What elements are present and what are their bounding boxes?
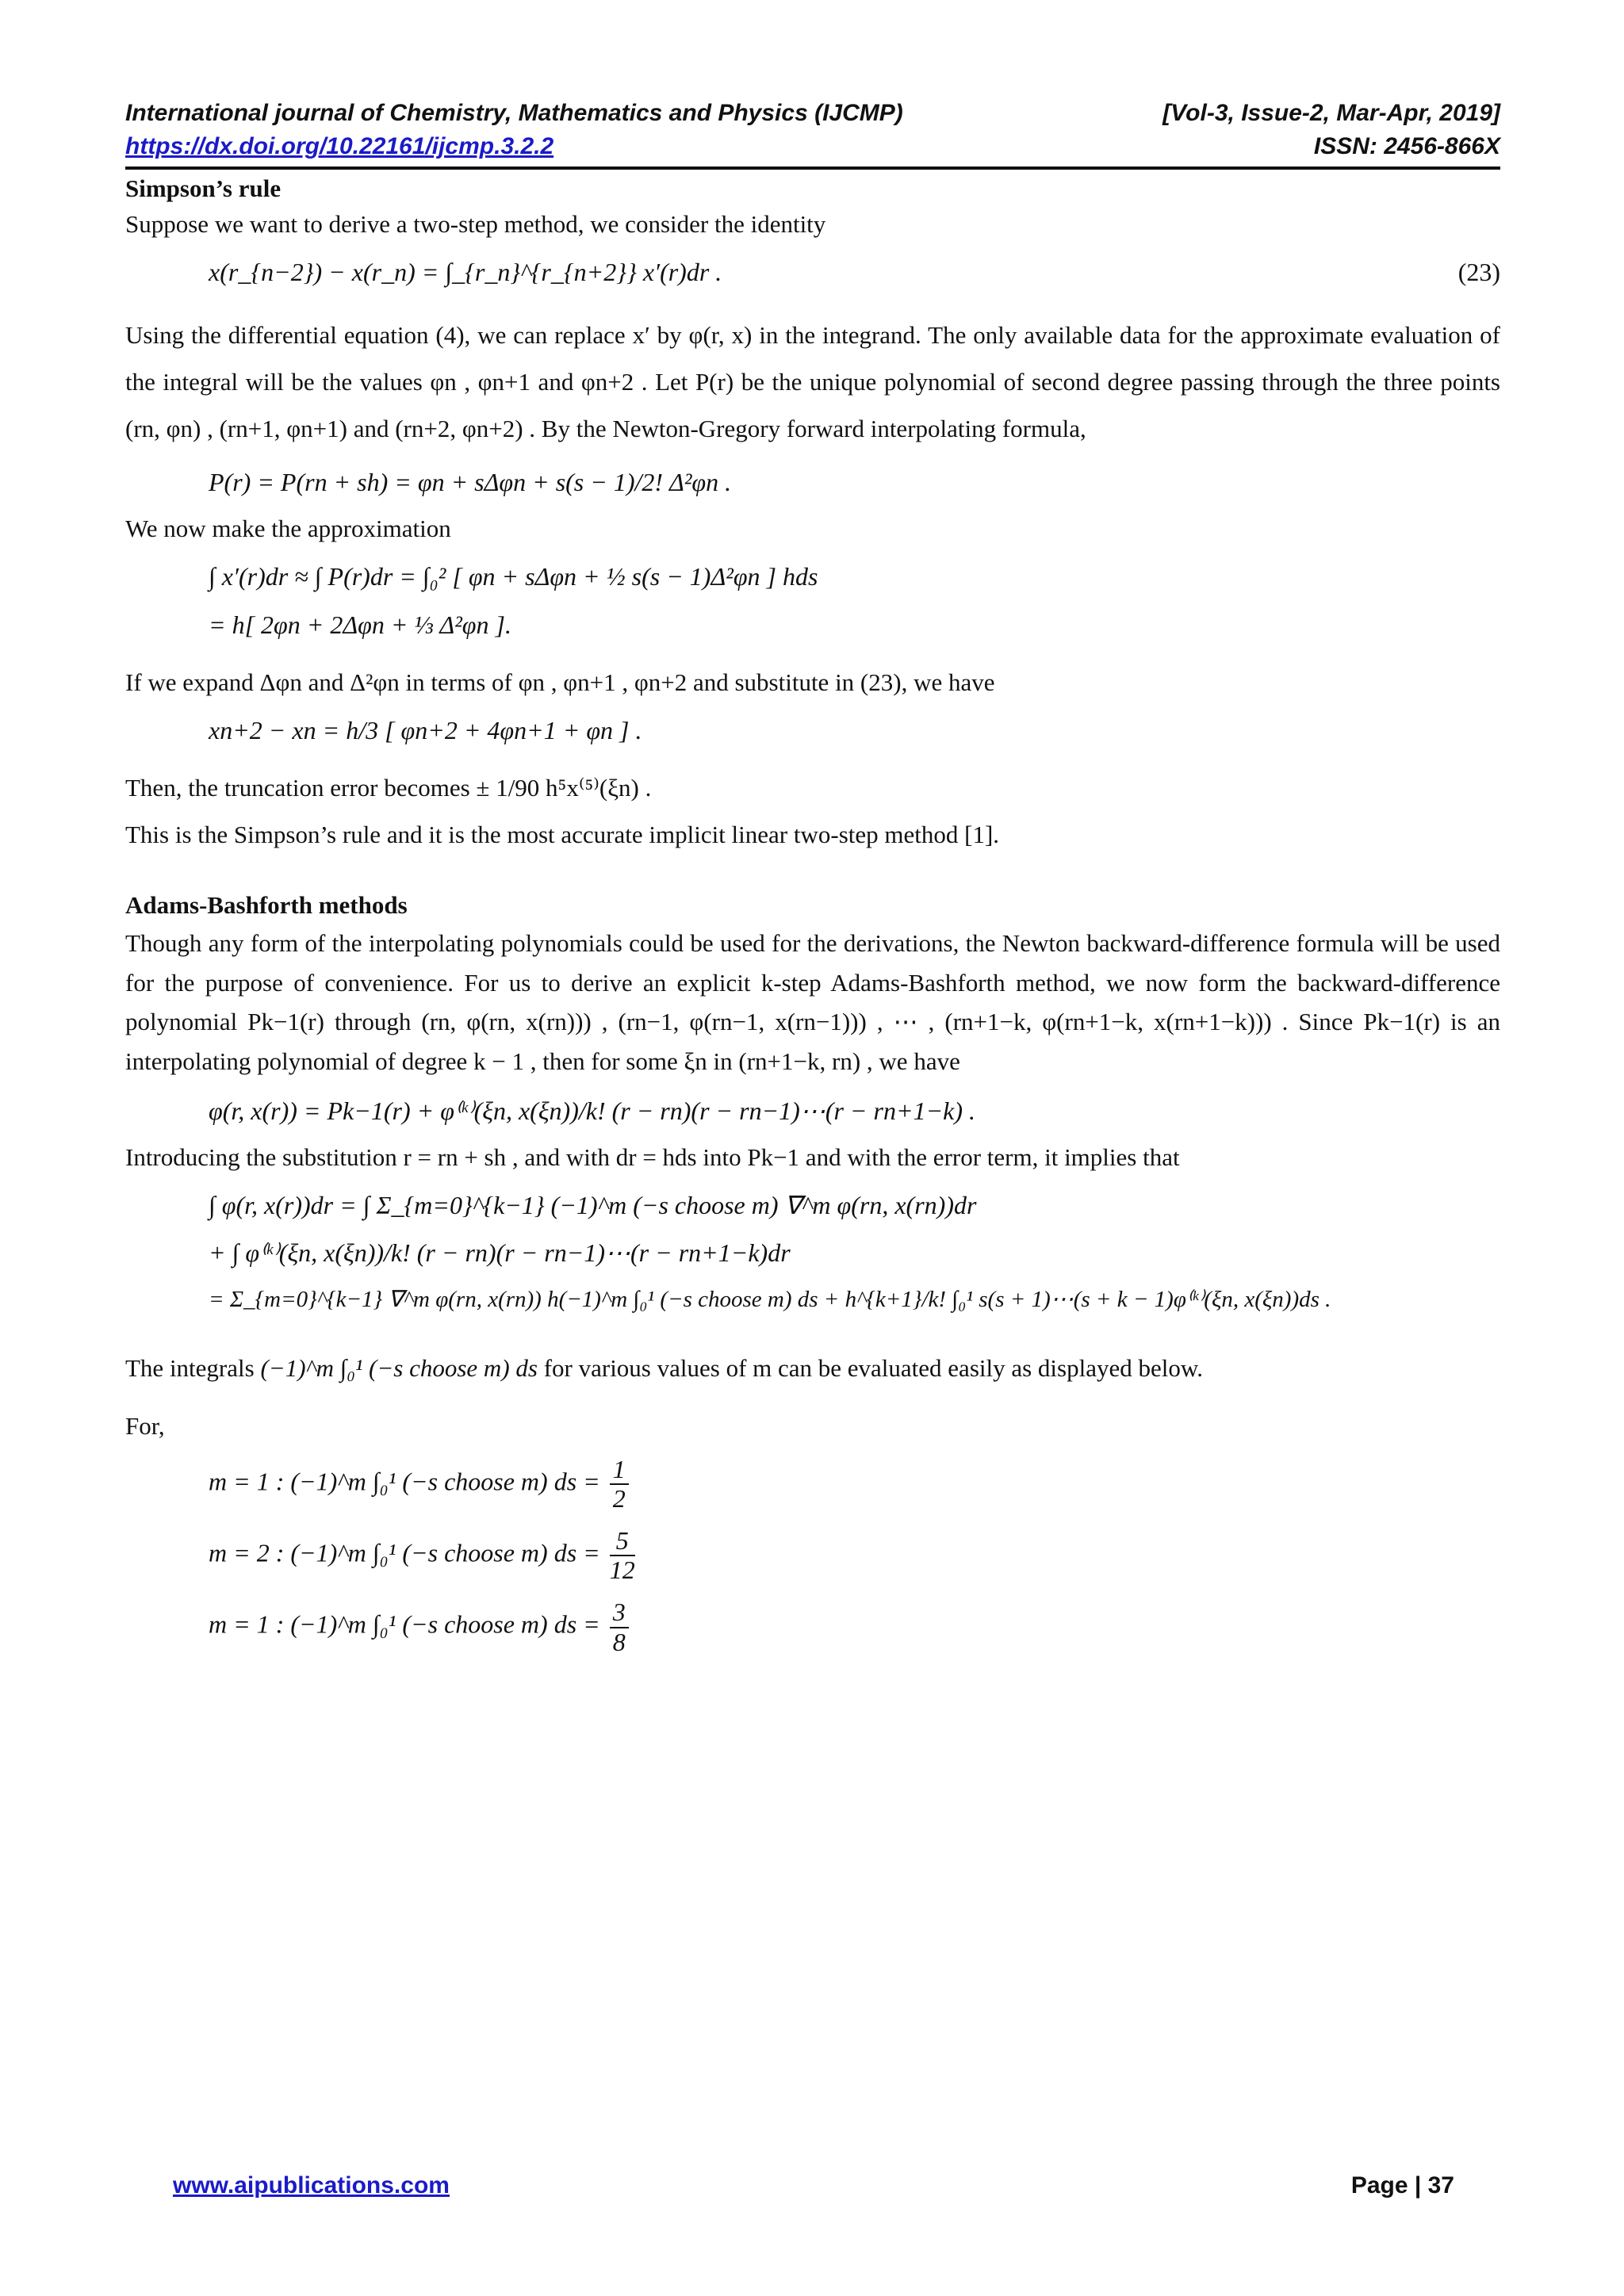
paragraph <box>125 1351 1500 1387</box>
text: The integrals <box>125 1353 255 1382</box>
section-heading-adams: Adams-Bashforth methods <box>125 891 408 920</box>
equation-integral-2: + ∫ φ⁽ᵏ⁾(ξn, x(ξn))/k! (r − rn)(r − rn−1)⋯(r − rn+1−k)dr <box>209 1238 791 1268</box>
case-lhs: m = 1 : (−1)^m ∫₀¹ (−s choose m) ds = <box>209 1467 600 1496</box>
paragraph: For, <box>125 1411 165 1440</box>
paragraph: Suppose we want to derive a two-step method, we consider the identity <box>125 209 826 238</box>
case-row <box>209 1598 1500 1655</box>
case-fraction: $\frac{5}{12}$ <box>609 1525 635 1585</box>
case-row <box>209 1527 1500 1584</box>
paragraph: Using the differential equation (4), we can replace x′ by φ(r, x) in the integrand. The only available data for the approximate evaluation of the integral will be the values φn , φn+1 and φn+2 . Let P(r) be the unique polynomial of second degree passing through the three points (rn, φn) , (rn+1, φn+1) and (rn+2, φn+2) . By the Newton-Gregory forward interpolating formula, <box>125 321 1500 443</box>
equation-newton-gregory: P(r) = P(rn + sh) = φn + sΔφn + s(s − 1)/2! Δ²φn . <box>209 467 732 496</box>
case-lhs: m = 2 : (−1)^m ∫₀¹ (−s choose m) ds = <box>209 1538 600 1567</box>
paragraph: Then, the truncation error becomes ± 1/90 h⁵x⁽⁵⁾(ξn) . <box>125 774 652 802</box>
equation-integral-1: ∫ φ(r, x(r))dr = ∫ Σ_{m=0}^{k−1} (−1)^m (−s choose m) ∇^m φ(rn, x(rn))dr <box>209 1190 977 1219</box>
doi-link[interactable]: https://dx.doi.org/10.22161/ijcmp.3.2.2 <box>125 133 554 159</box>
equation-approximation-1: ∫ x′(r)dr ≈ ∫ P(r)dr = ∫₀² [ φn + sΔφn + ½ s(s − 1)Δ²φn ] hds <box>209 562 818 591</box>
article-body <box>125 171 1500 1656</box>
text: for various values of m can be evaluated easily as displayed below. <box>543 1353 1203 1382</box>
equation-number: (23) <box>1457 257 1500 286</box>
page-number: Page | 37 <box>1350 2172 1454 2198</box>
equation-approximation-2: = h[ 2φn + 2Δφn + ⅓ Δ²φn ]. <box>209 610 511 639</box>
paragraph: We now make the approximation <box>125 515 451 543</box>
equation-phi: φ(r, x(r)) = Pk−1(r) + φ⁽ᵏ⁾(ξn, x(ξn))/k! (r − rn)(r − rn−1)⋯(r − rn+1−k) . <box>209 1096 976 1125</box>
paragraph: If we expand Δφn and Δ²φn in terms of φn , φn+1 , φn+2 and substitute in (23), we have <box>125 668 995 697</box>
footer-site-link[interactable]: www.aipublications.com <box>173 2172 450 2198</box>
case-lhs: m = 1 : (−1)^m ∫₀¹ (−s choose m) ds = <box>209 1609 600 1639</box>
equation-23 <box>209 254 1500 290</box>
volume-info: [Vol-3, Issue-2, Mar-Apr, 2019] <box>1162 100 1500 126</box>
equation-text: x(r_{n−2}) − x(r_n) = ∫_{r_n}^{r_{n+2}} x′(r)dr . <box>209 257 722 286</box>
equation-integral-3: = Σ_{m=0}^{k−1} ∇^m φ(rn, x(rn)) h(−1)^m ∫₀¹ (−s choose m) ds + h^{k+1}/k! ∫₀¹ s(s + 1)⋯(s + k − 1)φ⁽ᵏ⁾(ξn, x(ξn))ds . <box>209 1286 1331 1312</box>
section-heading-simpson: Simpson’s rule <box>125 174 282 202</box>
paragraph: Introducing the substitution r = rn + sh , and with dr = hds into Pk−1 and with the error term, it implies that <box>125 1142 1180 1171</box>
case-row <box>209 1456 1500 1513</box>
journal-title: International journal of Chemistry, Mathematics and Physics (IJCMP) <box>125 100 903 126</box>
paragraph: This is the Simpson’s rule and it is the most accurate implicit linear two-step method [1]. <box>125 821 1000 849</box>
inline-integral: (−1)^m ∫₀¹ (−s choose m) ds <box>260 1353 538 1382</box>
header-rule <box>125 166 1500 170</box>
issn: ISSN: 2456-866X <box>1313 133 1500 159</box>
case-fraction: $\frac{3}{8}$ <box>610 1598 629 1655</box>
case-fraction: $\frac{1}{2}$ <box>610 1456 629 1513</box>
page-footer <box>173 2172 1454 2199</box>
paragraph: Though any form of the interpolating polynomials could be used for the derivations, the Newton backward-difference formula will be used for the purpose of convenience. For us to derive an explicit k-step Adams-Bashforth method, we now form the backward-difference polynomial Pk−1(r) through (rn, φ(rn, x(rn))) , (rn−1, φ(rn−1, x(rn−1))) , ⋯ , (rn+1−k, φ(rn+1−k, x(rn+1−k))) . Since Pk−1(r) is an interpolating polynomial of degree k − 1 , then for some ξn in (rn+1−k, rn) , we have <box>125 929 1500 1075</box>
equation-simpson: xn+2 − xn = h/3 [ φn+2 + 4φn+1 + φn ] . <box>209 715 642 744</box>
